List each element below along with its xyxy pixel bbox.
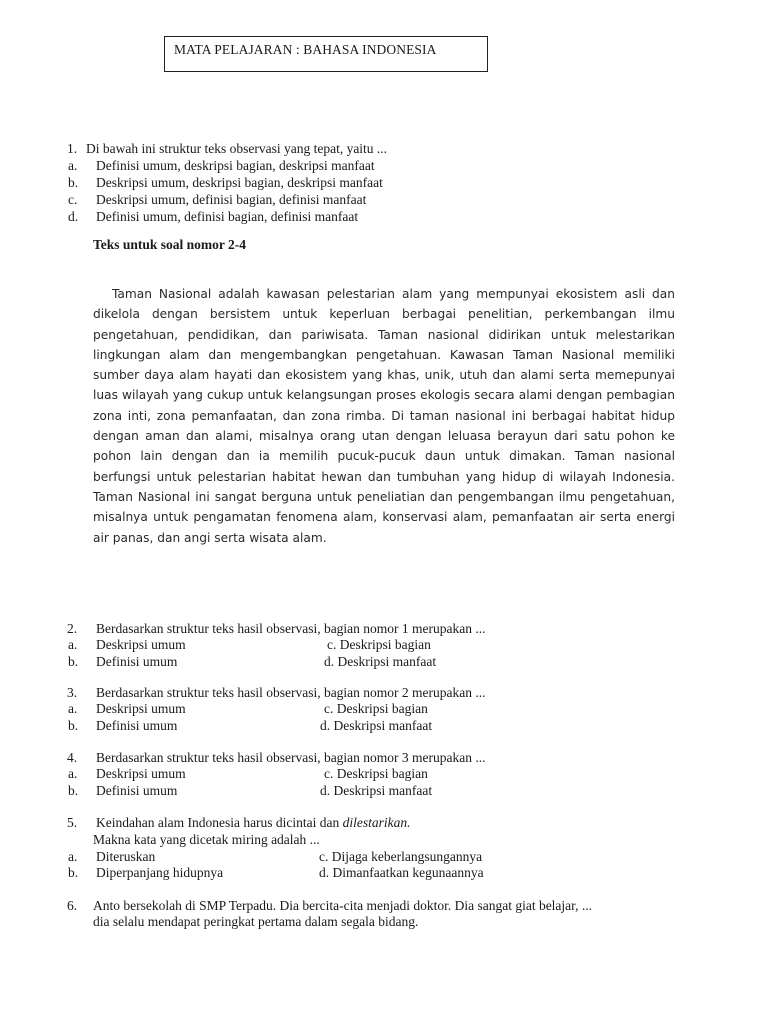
- q5-option-a-letter: a.: [68, 849, 78, 864]
- passage-heading: Teks untuk soal nomor 2-4: [93, 237, 247, 252]
- q4-option-b-letter: b.: [68, 783, 79, 798]
- question-2-text: Berdasarkan struktur teks hasil observasi, bagian nomor 1 merupakan ...: [96, 621, 486, 636]
- q3-option-a-letter: a.: [68, 701, 78, 716]
- q4-option-a-text: Deskripsi umum: [96, 766, 186, 781]
- q3-option-d: d. Deskripsi manfaat: [320, 718, 433, 733]
- question-6-line-1: Anto bersekolah di SMP Terpadu. Dia bercita-cita menjadi doktor. Dia sangat giat belajar, ...: [93, 898, 592, 913]
- question-3-number: 3.: [67, 685, 78, 700]
- q1-option-d-text: Definisi umum, definisi bagian, definisi manfaat: [96, 209, 359, 224]
- question-6-number: 6.: [67, 898, 78, 913]
- subject-title: MATA PELAJARAN : BAHASA INDONESIA: [174, 42, 437, 57]
- q2-option-d: d. Deskripsi manfaat: [324, 654, 437, 669]
- question-5-italic-word: dilestarikan.: [342, 815, 411, 830]
- question-6-line-2: dia selalu mendapat peringkat pertama dalam segala bidang.: [93, 914, 419, 929]
- q1-option-a-text: Definisi umum, deskripsi bagian, deskripsi manfaat: [96, 158, 375, 173]
- q5-option-b-letter: b.: [68, 865, 79, 880]
- q3-option-b-text: Definisi umum: [96, 718, 178, 733]
- question-4-text: Berdasarkan struktur teks hasil observasi, bagian nomor 3 merupakan ...: [96, 750, 486, 765]
- q2-option-c: c. Deskripsi bagian: [327, 637, 431, 652]
- q1-option-c-text: Deskripsi umum, definisi bagian, definisi manfaat: [96, 192, 367, 207]
- q5-option-a-text: Diteruskan: [96, 849, 156, 864]
- q3-option-a-text: Deskripsi umum: [96, 701, 186, 716]
- q3-option-c: c. Deskripsi bagian: [324, 701, 428, 716]
- question-5-subquestion: Makna kata yang dicetak miring adalah ...: [93, 832, 320, 847]
- question-5-prefix: Keindahan alam Indonesia harus dicintai dan: [96, 815, 340, 830]
- q2-option-a-text: Deskripsi umum: [96, 637, 186, 652]
- q4-option-b-text: Definisi umum: [96, 783, 178, 798]
- q3-option-b-letter: b.: [68, 718, 79, 733]
- q1-option-b-letter: b.: [68, 175, 79, 190]
- q2-option-b-text: Definisi umum: [96, 654, 178, 669]
- q2-option-a-letter: a.: [68, 637, 78, 652]
- question-5-number: 5.: [67, 815, 78, 830]
- subject-header-box: [164, 36, 488, 72]
- q5-option-b-text: Diperpanjang hidupnya: [96, 865, 224, 880]
- q5-option-c: c. Dijaga keberlangsungannya: [319, 849, 483, 864]
- q1-option-d-letter: d.: [68, 209, 79, 224]
- q1-option-b-text: Deskripsi umum, deskripsi bagian, deskripsi manfaat: [96, 175, 383, 190]
- question-5-text: [96, 814, 411, 831]
- q4-option-a-letter: a.: [68, 766, 78, 781]
- q4-option-c: c. Deskripsi bagian: [324, 766, 428, 781]
- question-2-number: 2.: [67, 621, 78, 636]
- q1-option-c-letter: c.: [68, 192, 78, 207]
- question-1-number: 1.: [67, 141, 78, 156]
- q1-option-a-letter: a.: [68, 158, 78, 173]
- q5-option-d: d. Dimanfaatkan kegunaannya: [319, 865, 484, 880]
- question-3-text: Berdasarkan struktur teks hasil observasi, bagian nomor 2 merupakan ...: [96, 685, 486, 700]
- q4-option-d: d. Deskripsi manfaat: [320, 783, 433, 798]
- reading-passage: Taman Nasional adalah kawasan pelestarian alam yang mempunyai ekosistem asli dan dikelola dengan bersistem untuk keperluan berbagai penelitian, perkembangan ilmu pengetahuan, pendidikan, dan pariwisata. Taman nasional didirikan untuk melestarikan lingkungan alam dan mengembangkan pengetahuan. Kawasan Taman Nasional memiliki sumber daya alam hayati dan ekosistem yang khas, unik, utuh dan alami serta memepunyai luas wilayah yang cukup untuk kelangsungan proses ekologis secara alami dengan pembagian zona inti, zona pemanfaatan, dan zona rimba. Di taman nasional ini berbagai habitat hidup dengan aman dan alami, misalnya orang utan dengan leluasa berayun dari satu pohon ke pohon lain dengan dan ia memilih pucuk-pucuk daun untuk dimakan. Taman nasional berfungsi untuk pelestarian habitat hewan dan tumbuhan yang hidup di wilayah Indonesia. Taman Nasional ini sangat berguna untuk peneliatian dan pengembangan ilmu pengetahuan, misalnya untuk pengamatan fenomena alam, konservasi alam, pemanfaatan air serta energi air panas, dan angi serta wisata alam.: [93, 287, 675, 545]
- question-1-text: Di bawah ini struktur teks observasi yang tepat, yaitu ...: [86, 141, 388, 156]
- q2-option-b-letter: b.: [68, 654, 79, 669]
- question-4-number: 4.: [67, 750, 78, 765]
